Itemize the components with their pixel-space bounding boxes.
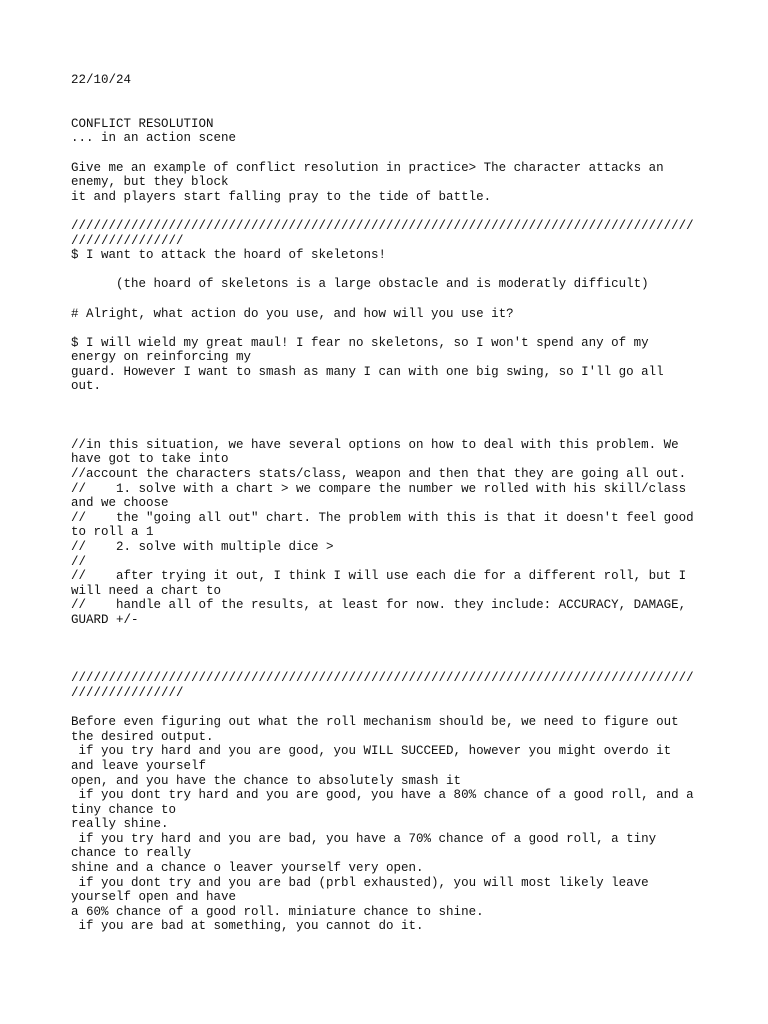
note-line: // bbox=[71, 554, 87, 569]
note-line: have got to take into bbox=[71, 452, 229, 467]
note-line: // the "going all out" chart. The problem with this is that it doesn't feel good bbox=[71, 510, 694, 525]
outcome-line: if you dont try hard and you are good, you have a 80% chance of a good roll, and a bbox=[71, 788, 694, 803]
player-line: guard. However I want to smash as many I can with one big swing, so I'll go all bbox=[71, 364, 664, 379]
prompt-line: it and players start falling pray to the tide of battle. bbox=[71, 189, 492, 204]
note-line: // 1. solve with a chart > we compare the number we rolled with his skill/class bbox=[71, 481, 687, 496]
note-line: // handle all of the results, at least for now. they include: ACCURACY, DAMAGE, bbox=[71, 598, 687, 613]
document-page bbox=[71, 73, 711, 934]
player-line: $ I want to attack the hoard of skeletons! bbox=[71, 248, 387, 263]
aside-line: (the hoard of skeletons is a large obstacle and is moderatly difficult) bbox=[71, 277, 649, 292]
divider-line: /////////////////////////////////////////////////////////////////////////////////// bbox=[71, 671, 694, 686]
outcome-line: and leave yourself bbox=[71, 758, 207, 773]
note-line: //in this situation, we have several options on how to deal with this problem. We bbox=[71, 437, 679, 452]
prompt-line: enemy, but they block bbox=[71, 175, 229, 190]
divider-line: /////////////////////////////////////////////////////////////////////////////////// bbox=[71, 218, 694, 233]
date-line: 22/10/24 bbox=[71, 73, 132, 87]
player-line: out. bbox=[71, 379, 102, 394]
note-line: //account the characters stats/class, weapon and then that they are going all out. bbox=[71, 467, 687, 482]
outcome-line: shine and a chance o leaver yourself very open. bbox=[71, 861, 424, 876]
divider-line: /////////////// bbox=[71, 233, 184, 248]
player-line: $ I will wield my great maul! I fear no skeletons, so I won't spend any of my bbox=[71, 335, 649, 350]
outcome-line: if you dont try and you are bad (prbl exhausted), you will most likely leave bbox=[71, 875, 649, 890]
outcome-line: open, and you have the chance to absolutely smash it bbox=[71, 773, 462, 788]
divider-line: /////////////// bbox=[71, 685, 184, 700]
outcome-line: chance to really bbox=[71, 846, 192, 861]
outcome-line: a 60% chance of a good roll. miniature chance to shine. bbox=[71, 904, 484, 919]
note-line: // after trying it out, I think I will use each die for a different roll, but I bbox=[71, 569, 687, 584]
gm-line: # Alright, what action do you use, and how will you use it? bbox=[71, 306, 514, 321]
outcome-line: if you try hard and you are good, you WILL SUCCEED, however you might overdo it bbox=[71, 744, 672, 759]
note-line: to roll a 1 bbox=[71, 525, 154, 540]
prompt-line: Give me an example of conflict resolution in practice> The character attacks an bbox=[71, 160, 664, 175]
note-line: GUARD +/- bbox=[71, 612, 139, 627]
outcome-line: Before even figuring out what the roll mechanism should be, we need to figure out bbox=[71, 715, 679, 730]
outcome-line: really shine. bbox=[71, 817, 169, 832]
heading: CONFLICT RESOLUTION bbox=[71, 116, 214, 131]
outcome-line: if you are bad at something, you cannot do it. bbox=[71, 919, 424, 934]
outcome-line: tiny chance to bbox=[71, 802, 177, 817]
subheading: ... in an action scene bbox=[71, 131, 237, 146]
note-line: // 2. solve with multiple dice > bbox=[71, 540, 334, 554]
note-line: and we choose bbox=[71, 496, 169, 511]
player-line: energy on reinforcing my bbox=[71, 350, 252, 365]
outcome-line: yourself open and have bbox=[71, 890, 237, 905]
note-line: will need a chart to bbox=[71, 583, 222, 598]
outcome-line: if you try hard and you are bad, you have a 70% chance of a good roll, a tiny bbox=[71, 831, 657, 846]
outcome-line: the desired output. bbox=[71, 729, 214, 744]
